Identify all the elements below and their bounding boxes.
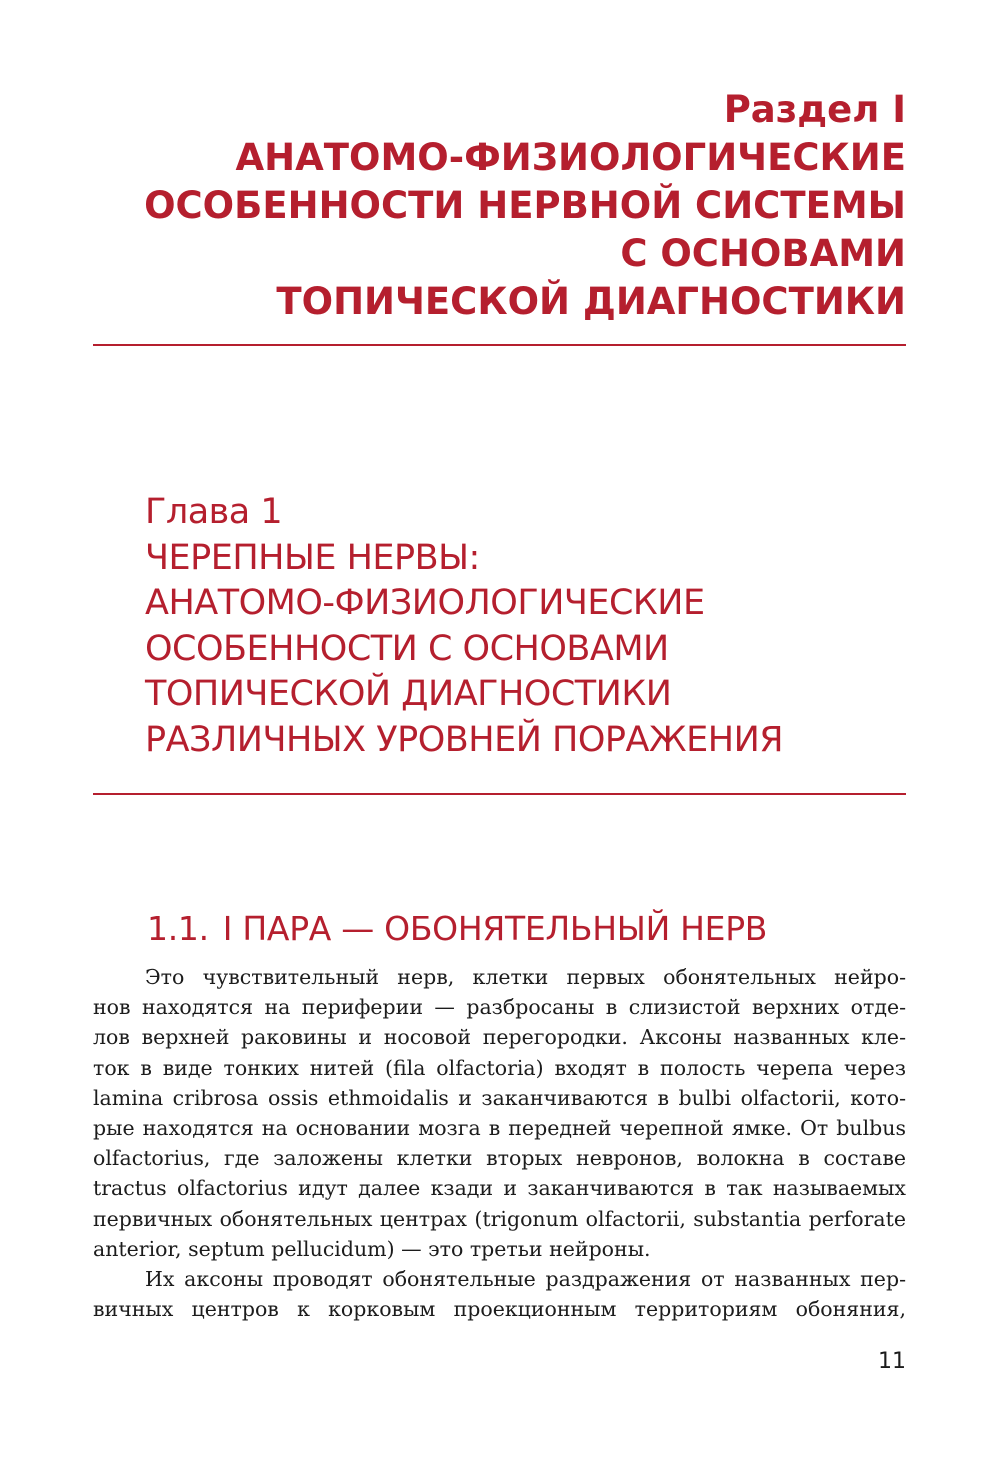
section-number: 1.1. [147,909,209,948]
body-line: рые находятся на основании мозга в передней черепной ямке. От bulbus [93,1115,906,1140]
chapter-title-line: АНАТОМО-ФИЗИОЛОГИЧЕСКИЕ [145,583,705,623]
body-text [93,962,906,1324]
body-line: olfactorius, где заложены клетки вторых невронов, волокна в составе [93,1146,906,1171]
chapter-title-line: ЧЕРЕПНЫЕ НЕРВЫ: [145,537,480,578]
body-line: tractus olfactorius идут далее кзади и заканчиваются в так называемых [93,1176,906,1201]
page-number: 11 [878,1349,906,1374]
part-heading [90,86,906,326]
chapter-title-line: Глава 1 [145,492,283,532]
body-line: вичных центров к корковым проекционным территориям обоняния, [93,1297,906,1322]
section-title: I ПАРА — ОБОНЯТЕЛЬНЫЙ НЕРВ [222,909,768,948]
body-line: лов верхней раковины и носовой перегородки. Аксоны названных кле- [93,1025,906,1050]
body-line: ток в виде тонких нитей (fila olfactoria) входят в полость черепа через [93,1055,906,1080]
chapter-heading [145,490,905,763]
chapter-title-line: ТОПИЧЕСКОЙ ДИАГНОСТИКИ [145,674,672,714]
chapter-title-line: РАЗЛИЧНЫХ УРОВНЕЙ ПОРАЖЕНИЯ [145,719,784,760]
body-line: нов находятся на периферии — разбросаны в слизистой верхних отде- [93,995,906,1020]
section-heading [147,907,767,951]
part-divider [93,344,906,346]
part-title-line: ТОПИЧЕСКОЙ ДИАГНОСТИКИ [276,280,906,323]
part-title-line: С ОСНОВАМИ [620,232,906,275]
body-line: Это чувствительный нерв, клетки первых обонятельных нейро- [145,965,906,989]
chapter-title-line: ОСОБЕННОСТИ С ОСНОВАМИ [145,628,669,669]
body-line: Их аксоны проводят обонятельные раздражения от названных пер- [145,1266,906,1291]
part-title-line: АНАТОМО-ФИЗИОЛОГИЧЕСКИЕ [235,136,906,179]
body-line: lamina cribrosa ossis ethmoidalis и заканчиваются в bulbi olfactorii, кото- [93,1085,906,1110]
body-line: anterior, septum pellucidum) — это третьи нейроны. [93,1236,651,1261]
body-line: первичных обонятельных центрах (trigonum olfactorii, substantia perforate [93,1206,906,1231]
chapter-divider [93,793,906,795]
part-title-line: ОСОБЕННОСТИ НЕРВНОЙ СИСТЕМЫ [144,184,906,227]
part-title-line: Раздел I [723,88,906,131]
